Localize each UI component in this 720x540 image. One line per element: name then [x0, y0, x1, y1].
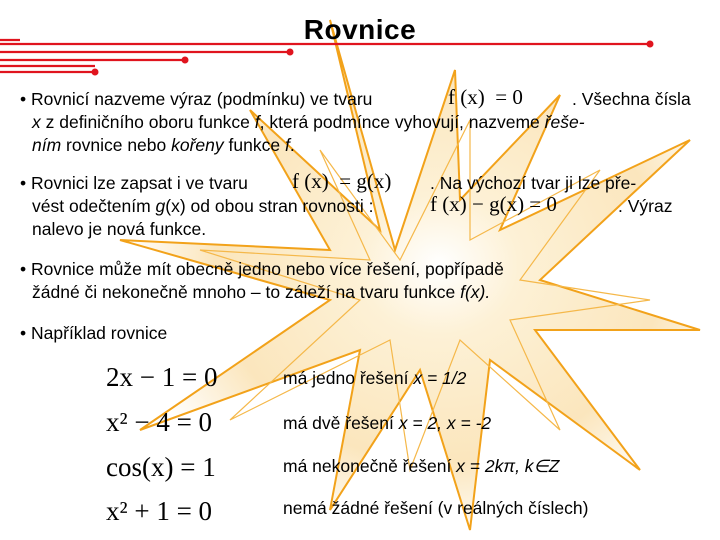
example-equation: x² − 4 = 0	[106, 407, 213, 437]
text: (x).	[464, 282, 491, 302]
bullet: •	[20, 259, 27, 279]
text: funkce	[223, 135, 285, 155]
bullet: •	[20, 323, 27, 343]
text: . Všechna čísla	[572, 89, 691, 109]
text: Například rovnice	[31, 323, 168, 343]
text: Rovnicí nazveme výraz (podmínku) ve tvaru	[31, 89, 373, 109]
term-reseni: řeše-	[544, 112, 585, 132]
example-equation: x² + 1 = 0	[106, 496, 213, 526]
var-g: g	[155, 196, 166, 216]
text: . Na výchozí tvar ji lze pře-	[430, 173, 637, 193]
text: . Výraz	[618, 196, 673, 216]
text: .	[289, 135, 295, 155]
text: vést odečtením	[32, 196, 156, 216]
example-equation: 2x − 1 = 0	[106, 362, 218, 392]
equation-fx-zero: f (x) = 0	[448, 85, 523, 109]
equation-fx-gx: f (x) = g(x)	[292, 169, 392, 193]
term-koreny: kořeny	[171, 135, 224, 155]
var-f: f	[460, 282, 465, 302]
equation-fx-minus-gx: f (x) − g(x) = 0	[430, 192, 557, 216]
example-description: má nekonečně řešení x = 2kπ, k∈Z	[283, 456, 560, 476]
text: Rovnice může mít obecně jedno nebo více řešení, popřípadě	[31, 259, 504, 279]
var-f: f	[284, 135, 290, 155]
example-description: má dvě řešení x = 2, x = -2	[283, 413, 492, 433]
text: rovnice nebo	[61, 135, 172, 155]
example-description: má jedno řešení x = 1/2	[283, 368, 467, 388]
text: Rovnici lze zapsat i ve tvaru	[31, 173, 248, 193]
text: (x) od obou stran rovnosti :	[165, 196, 374, 216]
text: žádné či nekonečně mnoho – to záleží na tvaru funkce	[32, 282, 461, 302]
term-nim: ním	[32, 135, 62, 155]
example-equation: cos(x) = 1	[106, 452, 216, 482]
bullet: •	[20, 89, 27, 109]
paragraph-examples-intro	[20, 322, 710, 345]
slide-title: Rovnice	[303, 14, 417, 45]
text: z definičního oboru funkce	[40, 112, 255, 132]
bullet: •	[20, 173, 27, 193]
example-description: nemá žádné řešení (v reálných číslech)	[283, 498, 589, 518]
var-x: x	[32, 112, 41, 132]
text: nalevo je nová funkce.	[32, 219, 207, 239]
text: , která podmínce vyhovují, nazveme	[259, 112, 545, 132]
var-f: f	[254, 112, 260, 132]
